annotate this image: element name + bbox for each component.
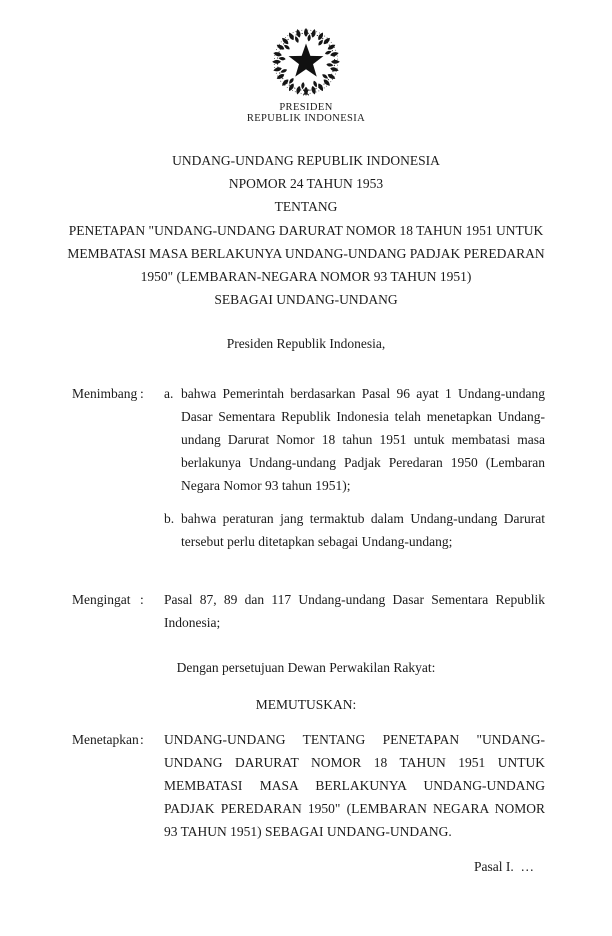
title-line-6: 1950" (LEMBARAN-NEGARA NOMOR 93 TAHUN 1951) xyxy=(140,269,472,285)
item-marker-b: b. xyxy=(164,511,175,527)
document-title xyxy=(0,149,612,311)
letterhead-republik-label: REPUBLIK INDONESIA xyxy=(246,113,366,124)
title-line-5: MEMBATASI MASA BERLAKUNYA UNDANG-UNDANG PADJAK PEREDARAN xyxy=(67,245,545,261)
enacting-text: UNDANG-UNDANG TENTANG PENETAPAN "UNDANG-UNDANG DARURAT NOMOR 18 TAHUN 1951 UNTUK MEMBATASI MASA BERLAKUNYA UNDANG-UNDANG PADJAK PEREDARAN 1950" (LEMBARAN NEGARA NOMOR 93 TAHUN 1951) SEBAGAI UNDANG-UNDANG. xyxy=(164,732,545,840)
title-line-2: NPOMOR 24 TAHUN 1953 xyxy=(228,176,384,192)
enacting-section xyxy=(72,728,545,843)
enacting-colon: : xyxy=(140,732,144,748)
title-line-4: PENETAPAN "UNDANG-UNDANG DARURAT NOMOR 18 TAHUN 1951 UNTUK xyxy=(68,222,544,238)
considering-item-a xyxy=(164,382,545,497)
recalling-section xyxy=(72,588,545,634)
considering-items xyxy=(164,382,545,553)
letterhead xyxy=(0,26,612,125)
considering-colon: : xyxy=(140,386,144,402)
recalling-text: Pasal 87, 89 dan 117 Undang-undang Dasar Sementara Republik Indonesia; xyxy=(164,592,545,631)
agreement-line: Dengan persetujuan Dewan Perwakilan Rakyat: xyxy=(176,660,436,676)
item-text-a: bahwa Pemerintah berdasarkan Pasal 96 ayat 1 Undang-undang Dasar Sementara Republik Indonesia telah menetapkan Undang-undang Darurat Nomor 18 tahun 1951 untuk membatasi masa berlakunya Undang-undang Padjak Peredaran 1950 (Lembaran Negara Nomor 93 tahun 1951); xyxy=(181,386,545,494)
presidential-emblem-icon xyxy=(269,26,343,96)
enacting-label: Menetapkan xyxy=(72,732,139,748)
considering-label: Menimbang xyxy=(72,386,138,402)
recalling-label: Mengingat xyxy=(72,592,131,608)
decision-heading: MEMUTUSKAN: xyxy=(255,697,357,713)
title-line-3: TENTANG xyxy=(274,199,338,215)
item-text-b: bahwa peraturan jang termaktub dalam Undang-undang Darurat tersebut perlu ditetapkan sebagai Undang-undang; xyxy=(181,511,545,550)
item-marker-a: a. xyxy=(164,386,174,402)
continuation-note: Pasal I. … xyxy=(474,859,534,875)
considering-section xyxy=(72,382,545,553)
title-line-7: SEBAGAI UNDANG-UNDANG xyxy=(214,292,398,308)
recalling-colon: : xyxy=(140,592,144,608)
title-line-1: UNDANG-UNDANG REPUBLIK INDONESIA xyxy=(172,153,440,168)
considering-item-b xyxy=(164,507,545,553)
preamble-line: Presiden Republik Indonesia, xyxy=(226,336,386,352)
letterhead-presiden-label: PRESIDEN xyxy=(279,102,333,113)
